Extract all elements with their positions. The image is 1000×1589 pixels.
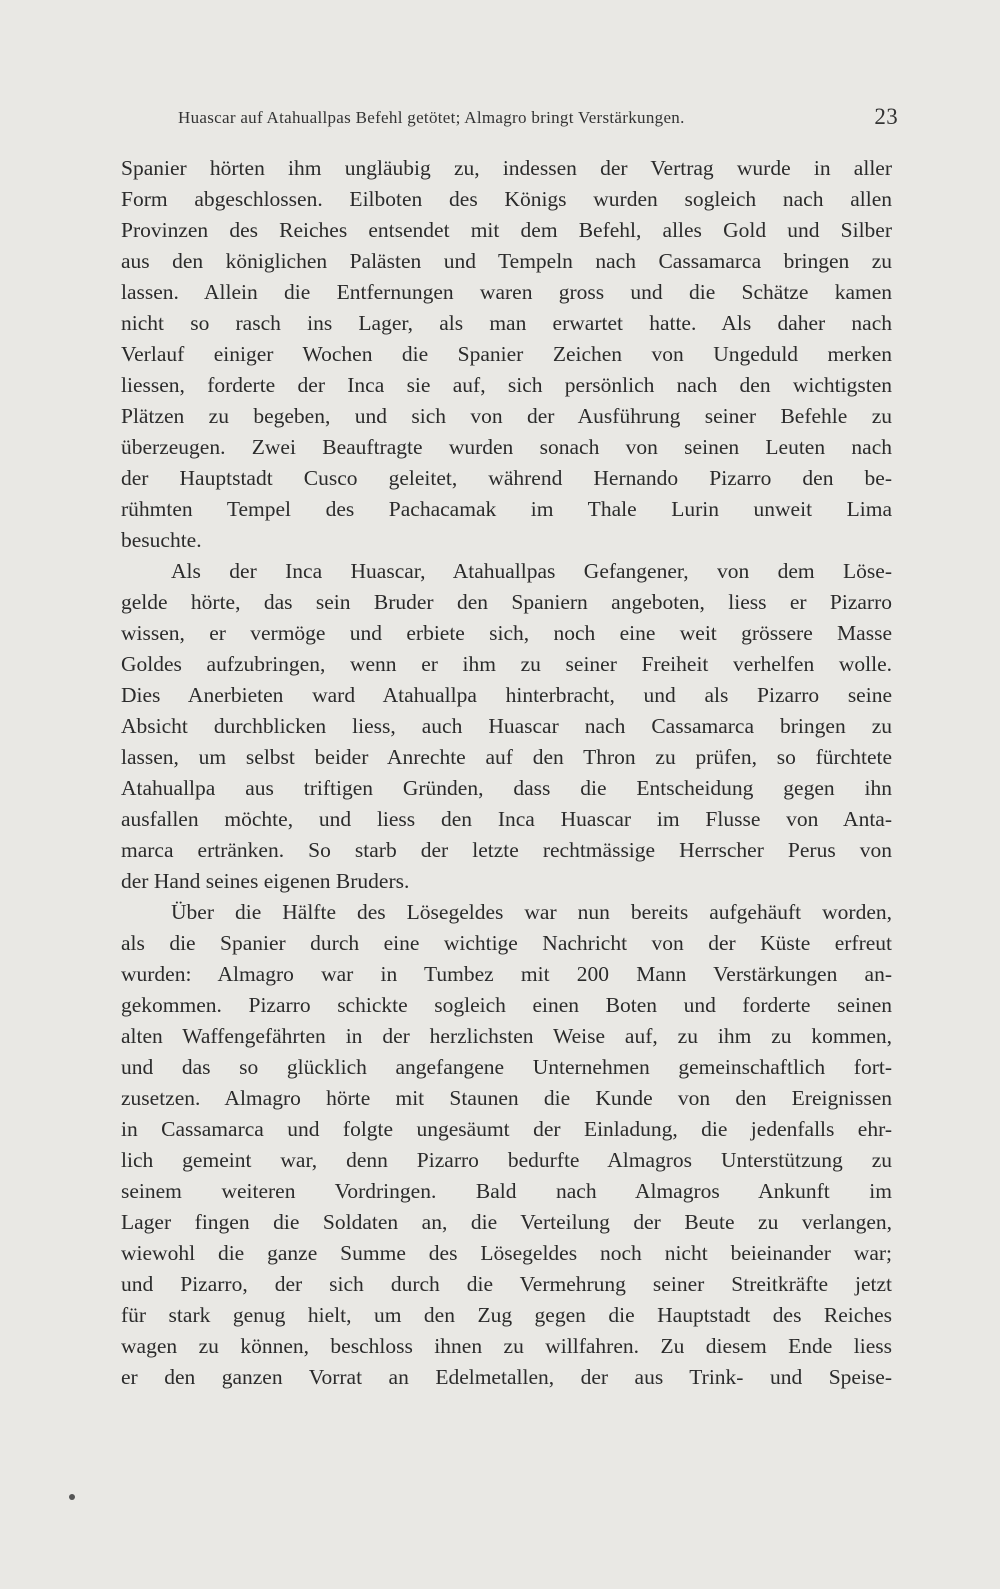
text-line: lassen. Allein die Entfernungen waren gross und die Schätze kamen	[121, 280, 892, 304]
text-line: lich gemeint war, denn Pizarro bedurfte Almagros Unterstützung zu	[121, 1148, 892, 1172]
text-line: Atahuallpa aus triftigen Gründen, dass die Entscheidung gegen ihn	[121, 776, 892, 800]
text-line: seinem weiteren Vordringen. Bald nach Almagros Ankunft im	[121, 1179, 892, 1203]
text-line: und das so glücklich angefangene Unternehmen gemeinschaftlich fort-	[121, 1055, 892, 1079]
running-head	[178, 104, 898, 134]
text-line: wagen zu können, beschloss ihnen zu willfahren. Zu diesem Ende liess	[121, 1334, 892, 1358]
text-line: nicht so rasch ins Lager, als man erwartet hatte. Als daher nach	[121, 311, 892, 335]
text-line: Als der Inca Huascar, Atahuallpas Gefangener, von dem Löse-	[171, 559, 892, 583]
running-head-title: Huascar auf Atahuallpas Befehl getötet; Almagro bringt Verstärkungen.	[178, 108, 685, 127]
text-line: wurden: Almagro war in Tumbez mit 200 Mann Verstärkungen an-	[121, 962, 892, 986]
text-line: liessen, forderte der Inca sie auf, sich persönlich nach den wichtigsten	[121, 373, 892, 397]
text-line: wissen, er vermöge und erbiete sich, noch eine weit grössere Masse	[121, 621, 892, 645]
text-line: der Hauptstadt Cusco geleitet, während Hernando Pizarro den be-	[121, 466, 892, 490]
text-line: ausfallen möchte, und liess den Inca Huascar im Flusse von Anta-	[121, 807, 892, 831]
text-line: und Pizarro, der sich durch die Vermehrung seiner Streitkräfte jetzt	[121, 1272, 892, 1296]
text-line: er den ganzen Vorrat an Edelmetallen, der aus Trink- und Speise-	[121, 1365, 892, 1389]
text-line: gelde hörte, das sein Bruder den Spaniern angeboten, liess er Pizarro	[121, 590, 892, 614]
text-line: lassen, um selbst beider Anrechte auf den Thron zu prüfen, so fürchtete	[121, 745, 892, 769]
ink-speck	[69, 1494, 75, 1500]
text-line: Verlauf einiger Wochen die Spanier Zeichen von Ungeduld merken	[121, 342, 892, 366]
text-line: zusetzen. Almagro hörte mit Staunen die Kunde von den Ereignissen	[121, 1086, 892, 1110]
text-line: aus den königlichen Palästen und Tempeln nach Cassamarca bringen zu	[121, 249, 892, 273]
text-line: Provinzen des Reiches entsendet mit dem Befehl, alles Gold und Silber	[121, 218, 892, 242]
text-line: besuchte.	[121, 528, 202, 552]
text-line: rühmten Tempel des Pachacamak im Thale Lurin unweit Lima	[121, 497, 892, 521]
text-line: in Cassamarca und folgte ungesäumt der Einladung, die jedenfalls ehr-	[121, 1117, 892, 1141]
text-line: Über die Hälfte des Lösegeldes war nun bereits aufgehäuft worden,	[171, 900, 892, 924]
text-line: Absicht durchblicken liess, auch Huascar nach Cassamarca bringen zu	[121, 714, 892, 738]
text-line: Dies Anerbieten ward Atahuallpa hinterbracht, und als Pizarro seine	[121, 683, 892, 707]
text-line: alten Waffengefährten in der herzlichsten Weise auf, zu ihm zu kommen,	[121, 1024, 892, 1048]
text-line: gekommen. Pizarro schickte sogleich einen Boten und forderte seinen	[121, 993, 892, 1017]
text-line: marca ertränken. So starb der letzte rechtmässige Herrscher Perus von	[121, 838, 892, 862]
text-line: überzeugen. Zwei Beauftragte wurden sonach von seinen Leuten nach	[121, 435, 892, 459]
text-line: Spanier hörten ihm ungläubig zu, indessen der Vertrag wurde in aller	[121, 156, 892, 180]
body-text	[121, 153, 892, 1393]
text-line: Form abgeschlossen. Eilboten des Königs wurden sogleich nach allen	[121, 187, 892, 211]
text-line: der Hand seines eigenen Bruders.	[121, 869, 410, 893]
text-line: als die Spanier durch eine wichtige Nachricht von der Küste erfreut	[121, 931, 892, 955]
text-line: für stark genug hielt, um den Zug gegen die Hauptstadt des Reiches	[121, 1303, 892, 1327]
text-line: Plätzen zu begeben, und sich von der Ausführung seiner Befehle zu	[121, 404, 892, 428]
page-number: 23	[874, 104, 898, 129]
text-line: wiewohl die ganze Summe des Lösegeldes noch nicht beieinander war;	[121, 1241, 892, 1265]
text-line: Lager fingen die Soldaten an, die Verteilung der Beute zu verlangen,	[121, 1210, 892, 1234]
text-line: Goldes aufzubringen, wenn er ihm zu seiner Freiheit verhelfen wolle.	[121, 652, 892, 676]
